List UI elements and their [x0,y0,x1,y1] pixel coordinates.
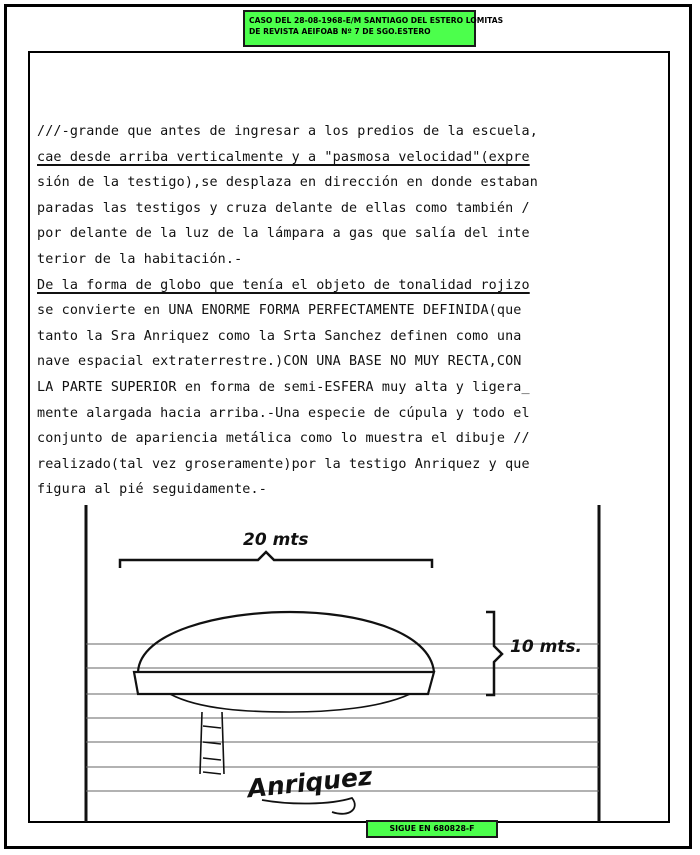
text-line: por delante de la luz de la lámpara a gas que salía del inte [37,226,530,242]
text-line: LA PARTE SUPERIOR en forma de semi-ESFERA muy alta y ligera_ [37,379,530,395]
text-line: realizado(tal vez groseramente)por la testigo Anriquez y que [37,456,530,472]
witness-signature [244,761,374,813]
case-header-line-1: CASO DEL 28-08-1968-E/M SANTIAGO DEL ESTERO LOMITAS [249,16,504,25]
text-line: conjunto de apariencia metálica como lo muestra el dibuje // [37,431,530,447]
ufo-underside [170,694,410,712]
case-header-line-2: DE REVISTA AEIFOAB Nº 7 DE SGO.ESTERO [249,27,431,36]
text-line: mente alargada hacia arriba.-Una especie de cúpula y todo el [37,405,530,421]
text-line: De la forma de globo que tenía el objeto de tonalidad rojizo [37,277,530,293]
width-dimension-label: 20 mts [243,530,309,550]
ufo-dome [138,612,434,672]
text-line: se convierte en UNA ENORME FORMA PERFECTAMENTE DEFINIDA(que [37,303,522,319]
text-line: ///-grande que antes de ingresar a los predios de la escuela, [37,124,538,139]
continuation-label: SIGUE EN 680828-F [366,820,498,838]
text-line: tanto la Sra Anriquez como la Srta Sanchez definen como una [37,328,522,344]
text-line: sión de la testigo),se desplaza en dirección en donde estaban [37,175,538,191]
text-line: nave espacial extraterrestre.)CON UNA BASE NO MUY RECTA,CON [37,354,522,370]
text-line: cae desde arriba verticalmente y a "pasmosa velocidad"(expre [37,149,530,165]
text-line: paradas las testigos y cruza delante de ellas como también / [37,200,530,216]
height-dimension-label: 10 mts. [510,637,582,657]
text-line: terior de la habitación.- [37,251,243,267]
text-line: figura al pié seguidamente.- [37,482,267,498]
width-dimension-bracket [120,552,432,568]
svg-text:Anriquez: Anriquez [246,761,374,804]
ufo-base [134,672,434,694]
height-dimension-bracket [486,612,502,695]
ufo-landing-leg [200,712,224,774]
